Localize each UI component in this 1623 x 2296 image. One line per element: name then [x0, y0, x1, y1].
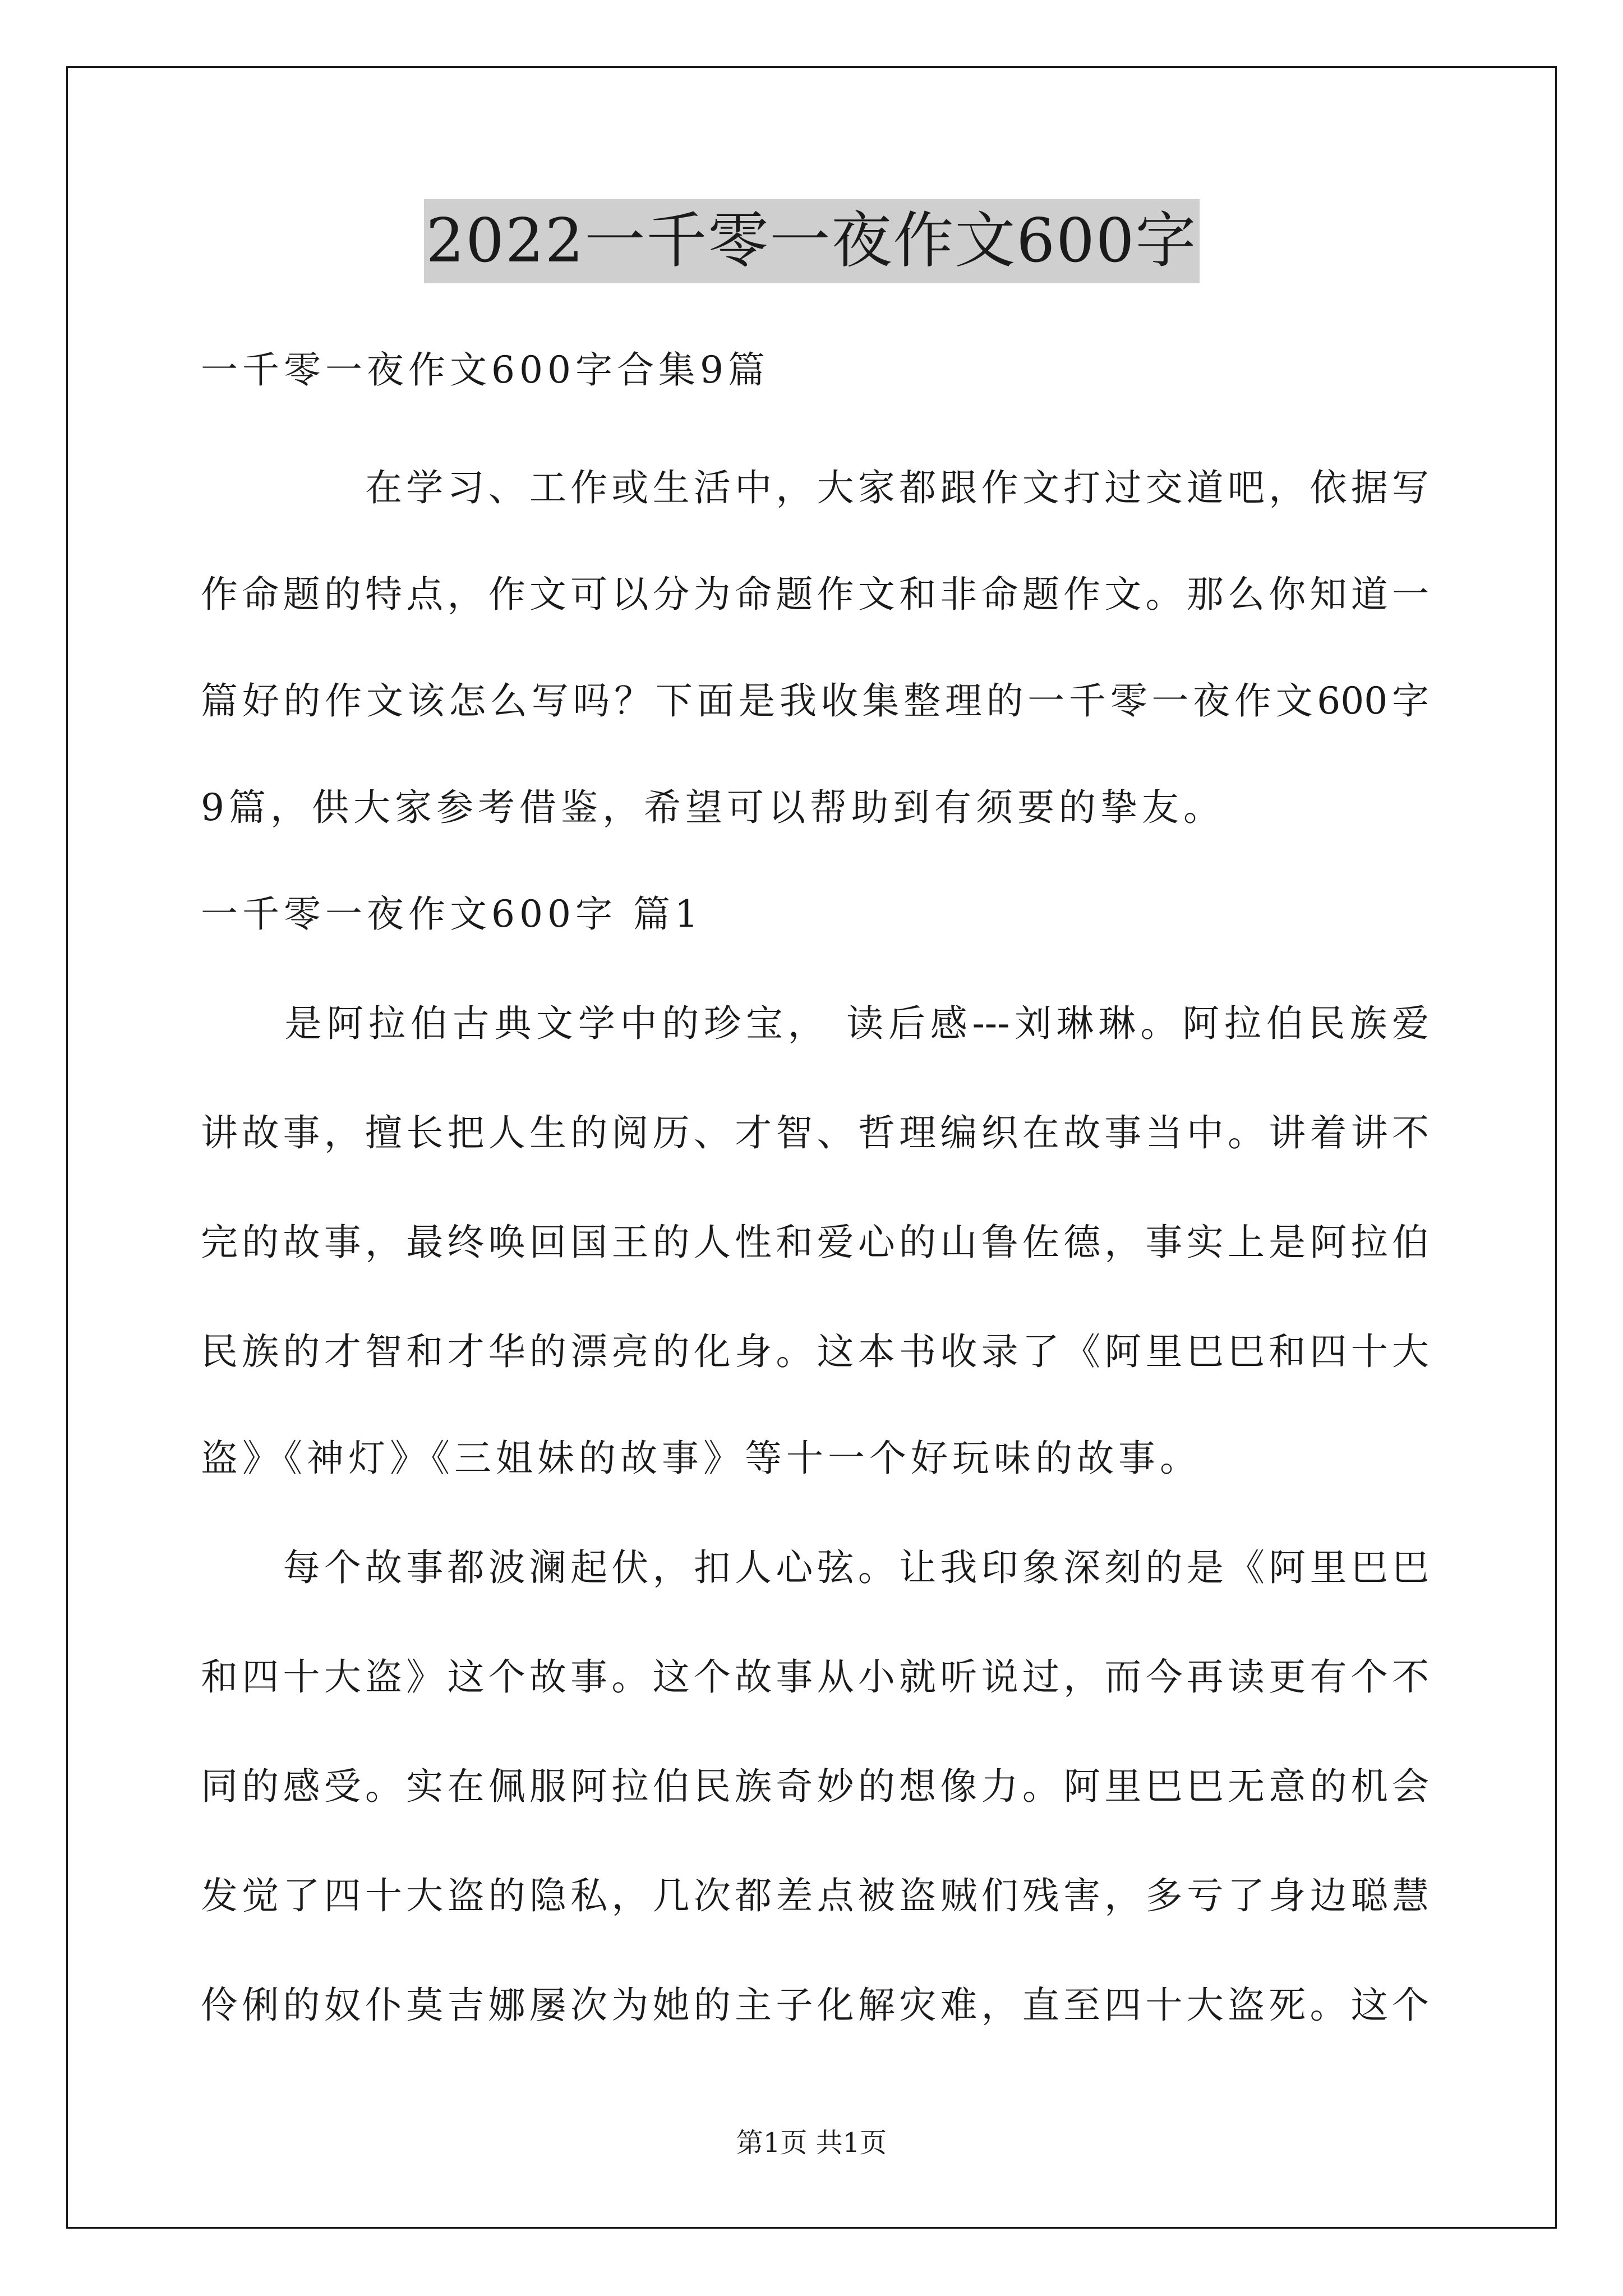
paragraph-line: 民族的才智和才华的漂亮的化身。这本书收录了《阿里巴巴和四十大 [201, 1330, 1429, 1373]
paragraph-line: 讲故事，擅长把人生的阅历、才智、哲理编织在故事当中。讲着讲不 [201, 1111, 1429, 1154]
section-heading: 一千零一夜作文600字 篇1 [201, 892, 703, 936]
page-footer: 第1页 共1页 [736, 2127, 887, 2159]
intro-line: 作命题的特点，作文可以分为命题作文和非命题作文。那么你知道一 [201, 573, 1429, 616]
paragraph-line: 同的感受。实在佩服阿拉伯民族奇妙的想像力。阿里巴巴无意的机会 [201, 1765, 1429, 1808]
paragraph-line: 每个故事都波澜起伏，扣人心弦。让我印象深刻的是《阿里巴巴 [201, 1546, 1429, 1589]
paragraph-line: 是阿拉伯古典文学中的珍宝， 读后感---刘琳琳。阿拉伯民族爱 [201, 1002, 1429, 1045]
paragraph-line: 伶俐的奴仆莫吉娜屡次为她的主子化解灾难，直至四十大盗死。这个 [201, 1984, 1429, 2027]
subtitle: 一千零一夜作文600字合集9篇 [201, 348, 769, 392]
intro-line: 篇好的作文该怎么写吗？下面是我收集整理的一千零一夜作文600字 [201, 679, 1429, 723]
paragraph-line: 发觉了四十大盗的隐私，几次都差点被盗贼们残害，多亏了身边聪慧 [201, 1874, 1429, 1917]
intro-line: 在学习、工作或生活中，大家都跟作文打过交道吧，依据写 [201, 466, 1429, 509]
document-title: 2022一千零一夜作文600字 [424, 199, 1200, 283]
paragraph-line: 盗》《神灯》《三姐妹的故事》等十一个好玩味的故事。 [201, 1437, 1201, 1480]
paragraph-line: 和四十大盗》这个故事。这个故事从小就听说过，而今再读更有个不 [201, 1655, 1429, 1699]
title-container [0, 199, 1623, 283]
paragraph-line: 完的故事，最终唤回国王的人性和爱心的山鲁佐德，事实上是阿拉伯 [201, 1221, 1429, 1264]
intro-line: 9篇，供大家参考借鉴，希望可以帮助到有须要的挚友。 [201, 786, 1225, 829]
